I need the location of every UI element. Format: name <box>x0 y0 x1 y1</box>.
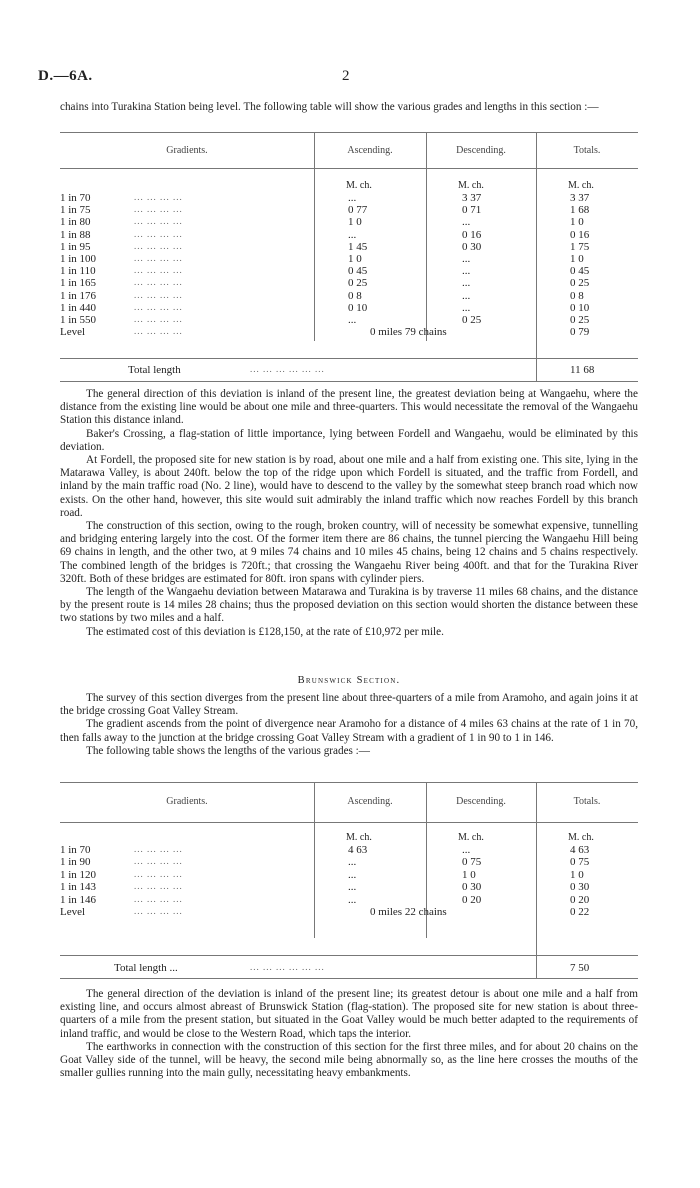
header-gradients: Gradients. <box>166 796 208 807</box>
gradients-table-brunswick <box>60 782 638 982</box>
ascending-value: 0 25 <box>348 277 368 290</box>
total-value: 4 63 <box>570 844 590 856</box>
ascending-value: ... <box>348 192 357 204</box>
paragraph: At Fordell, the proposed site for new station is by road, about one mile and a half from existing one. This site, lying in the Matarawa Valley, is about 240ft. below the top of the ridge upon which Fordell is situated, and the traffic from Fordell, and inland by the main traffic road (No. 2 line), would have to descend to the valley by the somewhat steep branch road which now exists. On the other hand, however, this site would suit admirably the inland traffic which now reaches Fordell by this branch road. <box>60 454 638 519</box>
gradients-table-wangaehu <box>60 132 638 384</box>
gradient-label: 1 in 165 <box>60 277 97 290</box>
intro-paragraph: chains into Turakina Station being level. The following table will show the various grades and lengths in this section :— <box>60 101 599 113</box>
leader-dots: ... ... ... ... <box>134 314 183 324</box>
column-divider <box>426 132 427 341</box>
total-value: 0 25 <box>570 314 590 326</box>
descending-value: 1 0 <box>462 868 476 881</box>
table-rule <box>60 978 638 979</box>
table-rule <box>60 955 638 956</box>
header-gradients: Gradients. <box>166 145 208 156</box>
total-value: 1 68 <box>570 204 590 217</box>
total-value: 0 30 <box>570 881 590 894</box>
header-ascending: Ascending. <box>347 796 393 807</box>
leader-dots: ... ... ... ... <box>134 881 183 892</box>
gradient-label: 1 in 100 <box>60 253 97 265</box>
leader-dots: ... ... ... ... <box>134 253 183 263</box>
unit-totals: M. ch. <box>568 180 594 191</box>
ascending-value: 0 10 <box>348 301 368 314</box>
gradient-label: 1 in 70 <box>60 844 91 856</box>
gradient-label: 1 in 143 <box>60 881 97 894</box>
paragraph: The general direction of the deviation is inland of the present line; its greatest detour is about one mile and a half from existing line, and occurs almost abreast of Brunswick Station (flag-station). The proposed site for new station is about three-quarters of a mile from the present station, but situated in the Goat Valley would be much better adapted to the requirements of inland traffic, and would be close to the Western Road, which taps the interior. <box>60 988 638 1040</box>
header-totals: Totals. <box>573 145 601 156</box>
level-span: 0 miles 79 chains <box>370 326 447 339</box>
gradient-label: 1 in 75 <box>60 204 91 217</box>
leader-dots: ... ... ... ... <box>134 289 183 300</box>
gradient-label: 1 in 95 <box>60 240 91 253</box>
table-rule <box>60 132 638 133</box>
leader-dots: ... ... ... ... <box>134 228 183 239</box>
descending-value: ... <box>462 844 471 856</box>
column-divider <box>314 132 315 341</box>
body-section-3 <box>60 988 638 1080</box>
ascending-value: 0 45 <box>348 265 368 278</box>
intro-text <box>60 101 638 114</box>
total-value: 1 0 <box>570 216 584 229</box>
descending-value: ... <box>462 253 471 265</box>
total-value: 0 16 <box>570 228 590 241</box>
ascending-value: 0 77 <box>348 204 368 217</box>
descending-value: 3 37 <box>462 192 482 204</box>
descending-value: 0 71 <box>462 204 482 217</box>
ascending-value: 1 0 <box>348 253 362 265</box>
header-descending: Descending. <box>456 145 506 156</box>
level-label: Level <box>60 326 86 339</box>
total-value: 1 75 <box>570 240 590 253</box>
gradient-label: 1 in 146 <box>60 893 97 906</box>
unit-descending: M. ch. <box>458 180 484 191</box>
ascending-value: ... <box>348 314 357 326</box>
leader-dots: ... ... ... ... <box>134 326 183 337</box>
descending-value: ... <box>462 277 471 290</box>
total-value: 0 20 <box>570 893 590 906</box>
gradient-label: 1 in 80 <box>60 216 91 229</box>
leader-dots: ... ... ... ... ... ... <box>250 364 325 374</box>
descending-value: ... <box>462 301 471 314</box>
unit-ascending: M. ch. <box>346 180 372 191</box>
total-value: 1 0 <box>570 868 584 881</box>
ascending-value: 1 0 <box>348 216 362 229</box>
body-section-1 <box>60 388 638 639</box>
paragraph: The following table shows the lengths of the various grades :— <box>86 744 370 757</box>
leader-dots: ... ... ... ... <box>134 906 183 916</box>
page-number: 2 <box>342 68 350 84</box>
gradient-label: 1 in 120 <box>60 868 97 881</box>
total-value: 3 37 <box>570 192 590 204</box>
gradient-label: 1 in 110 <box>60 265 96 278</box>
gradient-label: 1 in 550 <box>60 314 97 326</box>
paragraph: The gradient ascends from the point of divergence near Aramoho for a distance of 4 miles 63 chains at the rate of 1 in 70, then falls away to the junction at the bridge crossing Goat Valley Stream with a gradient of 1 in 90 to 1 in 146. <box>60 718 638 744</box>
total-value: 0 25 <box>570 277 590 290</box>
header-ascending: Ascending. <box>347 145 393 156</box>
document-code: D.—6A. <box>38 68 93 84</box>
leader-dots: ... ... ... ... <box>134 301 183 312</box>
ascending-value: 0 8 <box>348 289 362 302</box>
total-length-value: 11 68 <box>570 364 595 376</box>
table-rule <box>60 358 638 359</box>
total-length-value: 7 50 <box>570 962 590 974</box>
descending-value: ... <box>462 216 471 229</box>
table-rule <box>60 168 638 169</box>
ascending-value: ... <box>348 881 357 894</box>
column-divider <box>536 782 537 978</box>
total-value: 1 0 <box>570 253 584 265</box>
gradient-label: 1 in 440 <box>60 301 97 314</box>
ascending-value: ... <box>348 228 357 241</box>
descending-value: 0 20 <box>462 893 482 906</box>
total-length-label: Total length ... <box>114 962 178 974</box>
table-rule <box>60 381 638 382</box>
column-divider <box>536 132 537 381</box>
table-rule <box>60 822 638 823</box>
unit-ascending: M. ch. <box>346 832 372 843</box>
leader-dots: ... ... ... ... <box>134 265 183 276</box>
header-totals: Totals. <box>573 796 601 807</box>
table-rule <box>60 782 638 783</box>
descending-value: 0 75 <box>462 856 482 869</box>
ascending-value: 4 63 <box>348 844 368 856</box>
total-value: 0 45 <box>570 265 590 278</box>
descending-value: 0 25 <box>462 314 482 326</box>
leader-dots: ... ... ... ... <box>134 856 183 867</box>
paragraph: The survey of this section diverges from the present line about three-quarters of a mile from Aramoho, and again joins it at the bridge crossing Goat Valley Stream. <box>60 692 638 718</box>
leader-dots: ... ... ... ... <box>134 893 183 904</box>
gradient-label: 1 in 90 <box>60 856 91 869</box>
section-heading: Brunswick Section. <box>297 675 401 686</box>
paragraph: The estimated cost of this deviation is £128,150, at the rate of £10,972 per mile. <box>86 625 444 638</box>
leader-dots: ... ... ... ... <box>134 868 183 879</box>
total-value: 0 10 <box>570 301 590 314</box>
unit-totals: M. ch. <box>568 832 594 843</box>
level-label: Level <box>60 906 86 918</box>
body-section-2 <box>60 692 638 758</box>
descending-value: 0 16 <box>462 228 482 241</box>
paragraph: Baker's Crossing, a flag-station of little importance, lying between Fordell and Wangaehu, would be eliminated by this deviation. <box>60 427 638 453</box>
total-value: 0 75 <box>570 856 590 869</box>
paragraph: The earthworks in connection with the construction of this section for the first three miles, and for about 20 chains on the Goat Valley side of the tunnel, will be heavy, the second mile being abnormally so, as the line here crosses the mouths of the smaller gullies running into the main gully, necessitating heavy embankments. <box>60 1040 638 1080</box>
level-total: 0 79 <box>570 326 590 339</box>
level-total: 0 22 <box>570 906 590 918</box>
descending-value: 0 30 <box>462 881 482 894</box>
unit-descending: M. ch. <box>458 832 484 843</box>
gradient-label: 1 in 70 <box>60 192 91 204</box>
descending-value: 0 30 <box>462 240 482 253</box>
leader-dots: ... ... ... ... <box>134 277 183 288</box>
paragraph: The construction of this section, owing to the rough, broken country, will of necessity be somewhat expensive, tunnelling and bridging entering largely into the cost. Of the former item there are 86 chains, the tunnel piercing the Wangaehu Hill being 69 chains in length, and the other two, at 9 miles 74 chains and 10 miles 45 chains, being 12 chains and 5 chains respectively. The combined length of the bridges is 720ft.; that crossing the Wangaehu River being 400ft. and that for the Turakina River 320ft. Both of these bridges are estimated for 80ft. iron spans with cylinder piers. <box>60 520 638 585</box>
total-value: 0 8 <box>570 289 584 302</box>
ascending-value: 1 45 <box>348 240 368 253</box>
leader-dots: ... ... ... ... <box>134 216 183 227</box>
gradient-label: 1 in 88 <box>60 228 91 241</box>
level-span: 0 miles 22 chains <box>370 906 447 918</box>
paragraph: The general direction of this deviation is inland of the present line, the greatest deviation being at Wangaehu, where the distance from the existing line would be about one mile and three-quarters. This would necessitate the removal of the Wangaehu Station this distance inland. <box>60 388 638 427</box>
ascending-value: ... <box>348 856 357 869</box>
ascending-value: ... <box>348 893 357 906</box>
leader-dots: ... ... ... ... <box>134 192 183 202</box>
header-descending: Descending. <box>456 796 506 807</box>
paragraph: The length of the Wangaehu deviation between Matarawa and Turakina is by traverse 11 miles 68 chains, and the distance by the present route is 14 miles 28 chains; thus the proposed deviation on this section would shorten the distance between these two stations by two miles and a half. <box>60 586 638 625</box>
leader-dots: ... ... ... ... <box>134 204 183 215</box>
leader-dots: ... ... ... ... <box>134 240 183 251</box>
leader-dots: ... ... ... ... ... ... <box>250 962 325 972</box>
descending-value: ... <box>462 289 471 302</box>
total-length-label: Total length <box>128 364 181 376</box>
ascending-value: ... <box>348 868 357 881</box>
gradient-label: 1 in 176 <box>60 289 97 302</box>
leader-dots: ... ... ... ... <box>134 844 183 854</box>
descending-value: ... <box>462 265 471 278</box>
